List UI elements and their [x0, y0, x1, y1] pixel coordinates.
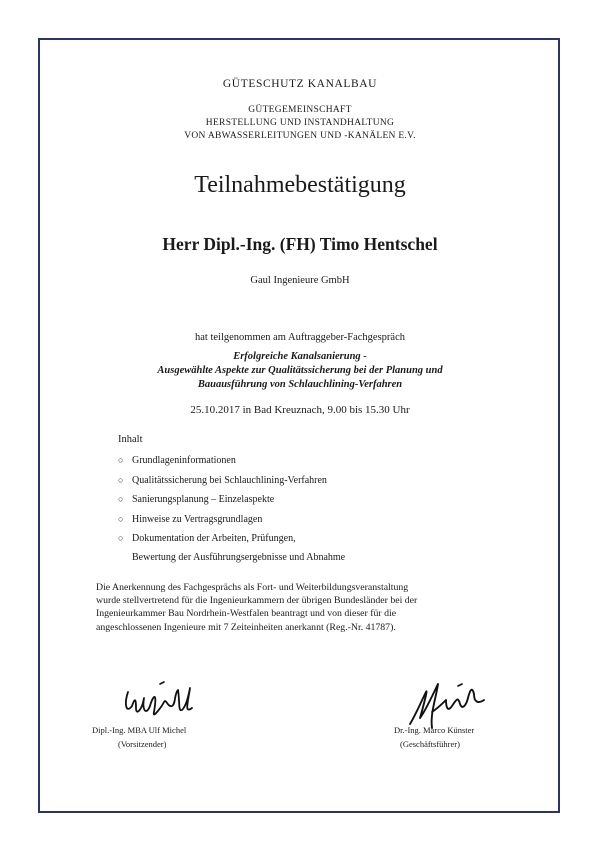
list-item-label: Dokumentation der Arbeiten, Prüfungen,: [132, 533, 296, 545]
bullet-icon: ○: [118, 533, 124, 544]
recognition-line: Die Anerkennung des Fachgesprächs als Fort- und Weiterbildungsveranstaltung: [96, 582, 409, 593]
course-title-line: Erfolgreiche Kanalsanierung -: [233, 351, 367, 362]
list-item: [118, 532, 345, 552]
list-item: [118, 474, 345, 494]
list-item: [118, 454, 345, 474]
recognition-line: angeschlossenen Ingenieure mit 7 Zeiteinheiten anerkannt (Reg.-Nr. 41787).: [96, 621, 396, 633]
bullet-icon: ○: [118, 455, 124, 465]
list-item-continuation: Bewertung der Ausführungsergebnisse und Abnahme: [132, 551, 346, 563]
signatory-role: (Geschäftsführer): [400, 739, 460, 749]
signatory-name: Dr.-Ing. Marco Künster: [394, 725, 475, 735]
organization-name: GÜTESCHUTZ KANALBAU: [222, 78, 378, 90]
subtitle-line: VON ABWASSERLEITUNGEN UND -KANÄLEN E.V.: [184, 131, 416, 141]
event-date-location: 25.10.2017 in Bad Kreuznach, 9.00 bis 15.30 Uhr: [190, 404, 410, 416]
list-item: [118, 513, 345, 533]
list-item: [118, 493, 345, 513]
bullet-icon: ○: [118, 513, 124, 524]
organization-subtitle: [0, 104, 600, 143]
participation-text: hat teilgenommen am Auftraggeber-Fachgespräch: [195, 332, 405, 343]
subtitle-line: HERSTELLUNG UND INSTANDHALTUNG: [205, 118, 395, 128]
recognition-statement: [96, 581, 516, 634]
subtitle-line: GÜTEGEMEINSCHAFT: [248, 105, 352, 115]
signature-chairman: [118, 676, 200, 726]
course-title: [0, 350, 600, 392]
signatory-role: (Vorsitzender): [118, 739, 167, 749]
recognition-line: wurde stellvertretend für die Ingenieurkammern der übrigen Bundesländer bei der: [96, 595, 418, 607]
course-title-line: Bauausführung von Schlauchlining-Verfahren: [197, 379, 403, 390]
bullet-icon: ○: [118, 494, 124, 505]
bullet-icon: ○: [118, 474, 124, 485]
participant-company: Gaul Ingenieure GmbH: [250, 275, 350, 286]
certificate-title: Teilnahmebestätigung: [194, 172, 406, 198]
participant-name: Herr Dipl.-Ing. (FH) Timo Hentschel: [162, 234, 438, 254]
course-title-line: Ausgewählte Aspekte zur Qualitätssicherung bei der Planung und: [157, 365, 443, 376]
list-item-label: Qualitätssicherung bei Schlauchlining-Verfahren: [132, 474, 327, 486]
content-list: [118, 454, 345, 572]
list-item-label: Sanierungsplanung – Einzelaspekte: [132, 494, 275, 506]
list-item-label: Grundlageninformationen: [132, 455, 236, 466]
list-item-label: Hinweise zu Vertragsgrundlagen: [132, 513, 263, 525]
content-heading: Inhalt: [118, 434, 143, 445]
signatory-name: Dipl.-Ing. MBA Ulf Michel: [92, 725, 187, 735]
recognition-line: Ingenieurkammer Bau Nordrhein-Westfalen beantragt und von dieser für die: [96, 608, 397, 620]
